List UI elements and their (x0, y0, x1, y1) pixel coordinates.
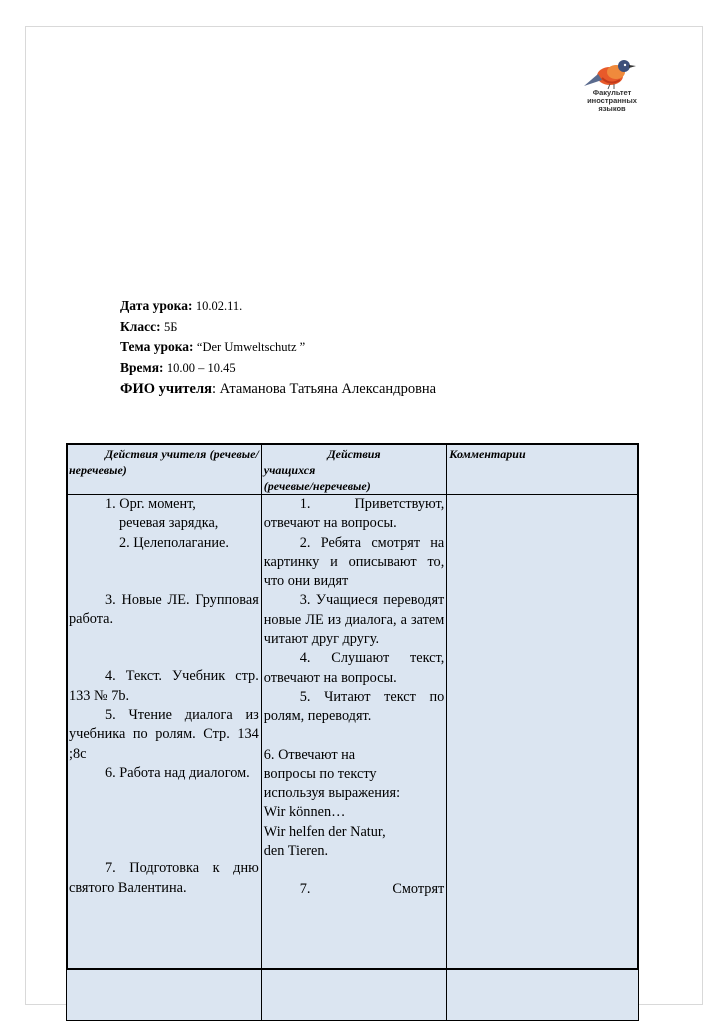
student-step-2: 2. Ребята смотрят на картинку и описывают то, что они видят (263, 534, 445, 590)
spacer (69, 802, 259, 821)
spacer (69, 840, 259, 859)
student-step-5: 5. Читают текст по ролям, переводят. (263, 688, 445, 725)
header-students-line2: учащихся (263, 463, 316, 477)
teacher-step-6: 6. Работа над диалогом. (105, 764, 250, 781)
student-step-6d: Wir können… (263, 804, 346, 821)
topic-value: “Der Umweltschutz ” (196, 340, 306, 354)
meta-date (120, 296, 436, 317)
student-step-6f: den Tieren. (263, 843, 329, 860)
lesson-table (66, 443, 639, 1021)
student-step-7: 7. Смотрят (299, 881, 445, 898)
teacher-step-3: 3. Новые ЛЕ. Групповая работа. (69, 591, 259, 628)
student-step-4: 4. Слушают текст, отвечают на вопросы. (263, 650, 445, 686)
student-step-3: 3. Учащиеся переводят новые ЛЕ из диалога, а затем читают друг другу. (263, 592, 445, 648)
class-label: Класс: (120, 318, 161, 334)
class-value: 5Б (163, 319, 178, 334)
topic-label: Тема урока: (120, 339, 194, 354)
spacer (69, 629, 259, 648)
student-step-1: 1. Приветствуют, отвечают на вопросы. (263, 496, 445, 532)
student-step-6a: 6. Отвечают на (263, 746, 356, 763)
teacher-step-4: 4. Текст. Учебник стр. 133 № 7b. (69, 668, 259, 704)
header-teacher-actions (67, 444, 262, 495)
teacher-step-7: 7. Подготовка к дню святого Валентина. (69, 860, 259, 896)
student-step-6e: Wir helfen der Natur, (263, 823, 386, 840)
logo-line-2: иностранных (587, 96, 637, 105)
teacher-step-2: 2. Целеполагание. (119, 534, 229, 551)
student-step-6c: используя выражения: (263, 785, 401, 802)
student-actions-cell (261, 495, 447, 1021)
header-students-line1: Действия (327, 447, 381, 461)
date-value: 10.02.11. (195, 299, 243, 313)
time-label: Время: (120, 359, 164, 375)
teacher-step-1b: речевая зарядка, (119, 515, 219, 532)
date-label: Дата урока: (120, 298, 193, 313)
spacer (69, 572, 259, 591)
table-body-row (67, 495, 639, 1021)
lesson-meta (120, 296, 436, 400)
teacher-step-5: 5. Чтение диалога из учебника по ролям. Стр. 134 ;8c (69, 707, 259, 762)
spacer (69, 648, 259, 667)
spacer (264, 727, 445, 746)
spacer (264, 861, 445, 880)
logo-line-1: Факультет (592, 88, 632, 97)
header-student-actions (261, 444, 447, 495)
time-value: 10.00 – 10.45 (166, 360, 236, 375)
header-teacher-text: Действия учителя (речевые/неречевые) (69, 447, 259, 477)
meta-time (120, 358, 436, 379)
teacher-value: : Атаманова Татьяна Александровна (211, 381, 437, 397)
spacer (69, 553, 259, 572)
table-header-row (67, 444, 639, 495)
teacher-actions-cell (67, 495, 262, 1021)
comments-cell (447, 495, 639, 1021)
spacer (69, 783, 259, 802)
meta-topic (120, 337, 436, 358)
teacher-label: ФИО учителя (120, 381, 212, 397)
header-comments-text: Комментарии (449, 447, 526, 461)
spacer (69, 821, 259, 840)
meta-class (120, 317, 436, 338)
faculty-logo (580, 56, 644, 122)
bird-icon (580, 56, 644, 90)
logo-line-3: языков (598, 104, 626, 113)
teacher-step-1: 1. Орг. момент, (105, 496, 196, 512)
student-step-6b: вопросы по тексту (263, 765, 377, 782)
meta-teacher (120, 378, 436, 400)
header-comments (447, 444, 639, 495)
header-students-line3: (речевые/неречевые) (263, 479, 371, 493)
logo-caption (580, 89, 644, 113)
